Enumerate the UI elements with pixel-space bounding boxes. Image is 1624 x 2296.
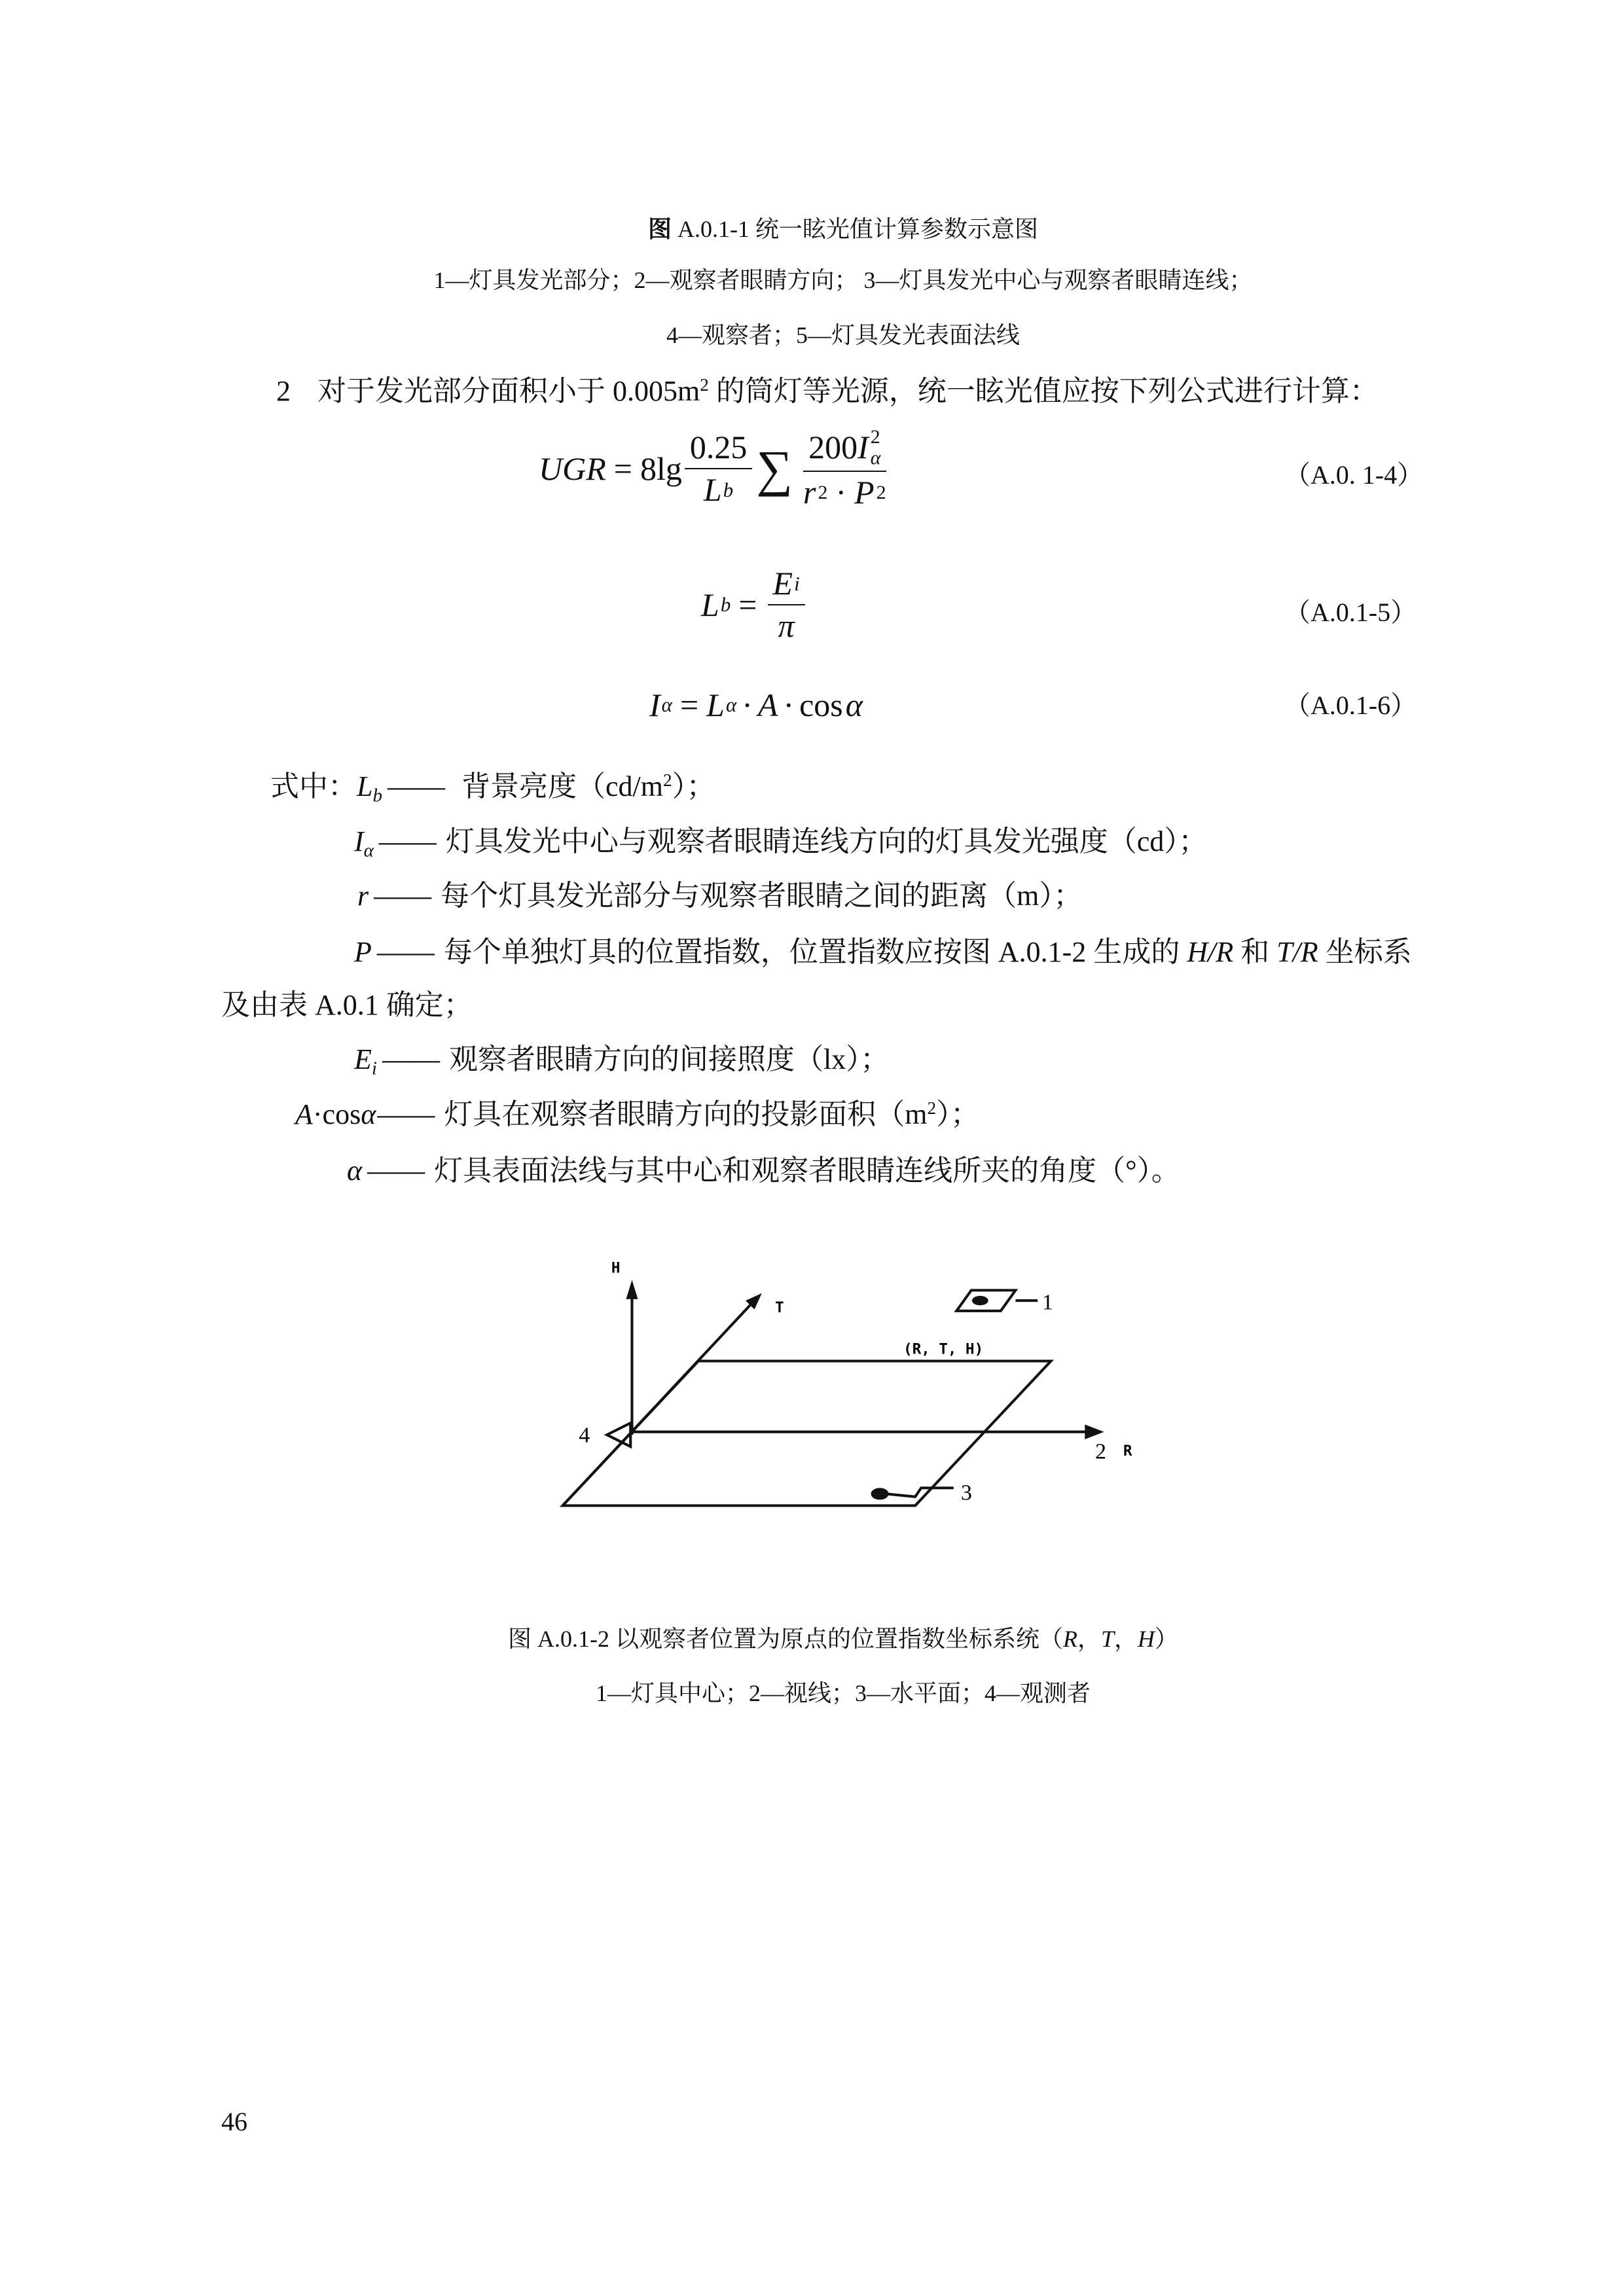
definition-dash: —— xyxy=(376,936,435,968)
formula-fraction-1 xyxy=(685,429,753,508)
denominator-r: r xyxy=(803,474,816,511)
formula-equals: = xyxy=(738,586,757,623)
definition-symbol: I xyxy=(354,825,364,857)
formula-equals: = xyxy=(613,450,632,487)
formula-ia-symbol: I xyxy=(649,687,660,723)
definition-r xyxy=(357,880,1082,912)
paragraph-number: 2 xyxy=(276,375,291,407)
definition-symbol: E xyxy=(354,1043,372,1075)
definition-dash: —— xyxy=(367,1155,425,1187)
callout-3-label: 3 xyxy=(961,1480,972,1505)
formula-alpha: α xyxy=(845,687,863,723)
r-axis-label: R xyxy=(1123,1442,1132,1460)
definition-subscript: α xyxy=(363,840,374,861)
definition-symbol: α xyxy=(347,1155,363,1187)
definition-text-rest: ）； xyxy=(672,770,715,802)
definition-cos: ·cos xyxy=(312,1098,361,1130)
definition-text: 灯具表面法线与其中心和观察者眼睛连线所夹的角度（°）。 xyxy=(434,1155,1180,1187)
formula-dot-1: · xyxy=(742,687,753,723)
caption-r: R xyxy=(1062,1626,1077,1652)
horizontal-plane xyxy=(563,1361,1051,1506)
definition-text: 每个灯具发光部分与观察者眼睛之间的距离（m）； xyxy=(441,880,1083,912)
observer-eye-icon xyxy=(607,1423,630,1446)
definition-dash: —— xyxy=(382,1043,440,1075)
figure-caption-prefix: 图 xyxy=(647,216,672,242)
formula-label-a014: （A.0. 1-4） xyxy=(1284,460,1424,490)
caption-t: T xyxy=(1100,1626,1114,1652)
figure-caption-a011 xyxy=(221,215,1465,243)
definition-acos xyxy=(295,1098,979,1131)
fraction-denominator-pi: π xyxy=(778,607,795,644)
definition-dash: —— xyxy=(378,825,437,857)
fraction-1-denominator: L b xyxy=(703,471,734,508)
figure-caption-title: A.0.1-1 统一眩光值计算参数示意图 xyxy=(677,216,1038,242)
definition-text-rest: ）； xyxy=(936,1098,980,1130)
formula-label-a015: （A.0.1-5） xyxy=(1284,598,1417,627)
caption-sep-1: ， xyxy=(1077,1626,1101,1652)
caption-close: ） xyxy=(1155,1626,1179,1652)
callout-3-leader xyxy=(886,1488,954,1497)
t-axis-label: T xyxy=(775,1299,784,1317)
definition-superscript: 2 xyxy=(662,770,672,790)
definition-symbol: L xyxy=(357,770,373,802)
paragraph-2 xyxy=(276,375,1379,408)
summation-sign: ∑ xyxy=(756,440,793,497)
definition-subscript: b xyxy=(372,785,382,806)
definition-dash: —— xyxy=(374,880,432,912)
fraction-numerator: E i xyxy=(768,565,805,605)
callout-2-label: 2 xyxy=(1095,1439,1107,1464)
definition-text: 背景亮度（cd/m xyxy=(454,770,663,802)
definition-text: 每个单独灯具的位置指数，位置指数应按图 A.0.1-2 生成的 xyxy=(443,936,1187,968)
definition-dash: —— xyxy=(388,770,445,802)
definition-ei xyxy=(354,1043,890,1079)
definition-symbol: P xyxy=(354,936,372,968)
h-axis-label: H xyxy=(611,1259,621,1277)
denominator-p: P xyxy=(854,474,875,511)
definition-text-3: 坐标系 xyxy=(1318,936,1412,968)
caption-h: H xyxy=(1138,1626,1155,1652)
fraction-2-numerator xyxy=(803,427,886,472)
formula-a015: L b = E i π xyxy=(701,565,808,644)
definition-text-2: 和 xyxy=(1233,936,1277,968)
caption-sep-2: ， xyxy=(1114,1626,1138,1652)
paragraph-text: 对于发光部分面积小于 0.005m xyxy=(317,375,700,407)
figure-legend-a011-line1: 1—灯具发光部分；2—观察者眼睛方向； 3—灯具发光中心与观察者眼睛连线； xyxy=(433,267,1253,293)
h-axis-arrow-icon xyxy=(626,1280,638,1299)
plane-point-dot xyxy=(871,1488,889,1499)
formula-dot-2: · xyxy=(783,687,795,723)
figure-caption-a012 xyxy=(221,1625,1465,1653)
formula-ugr-symbol: UGR xyxy=(539,450,606,487)
formula-equals: = xyxy=(679,687,699,723)
formula-a014 xyxy=(539,427,894,511)
numerator-sup-sub xyxy=(871,427,881,468)
formula-coefficient: 8lg xyxy=(640,450,682,487)
callout-1-label: 1 xyxy=(1041,1290,1053,1315)
numerator-e: E xyxy=(772,565,793,601)
formula-fraction xyxy=(768,565,805,644)
denominator-dot: · xyxy=(835,474,847,511)
position-index-diagram xyxy=(532,1247,1151,1550)
luminaire-center-dot xyxy=(972,1296,988,1305)
definition-text: 观察者眼睛方向的间接照度（lx）； xyxy=(448,1043,890,1075)
paragraph-text-rest: 的筒灯等光源，统一眩光值应按下列公式进行计算： xyxy=(708,375,1379,407)
formula-label-a016: （A.0.1-6） xyxy=(1284,691,1417,720)
definition-lead: 式中： xyxy=(270,770,357,802)
definition-ia xyxy=(354,825,1208,861)
formula-cos: cos xyxy=(799,687,843,723)
definition-tr: T/R xyxy=(1276,936,1318,968)
definition-symbol: r xyxy=(357,880,369,912)
numerator-superscript: 2 xyxy=(870,426,880,448)
definition-alpha xyxy=(347,1155,1180,1187)
formula-a-symbol: A xyxy=(757,687,778,723)
page-number: 46 xyxy=(221,2107,247,2136)
figure-legend-a012: 1—灯具中心；2—视线；3—水平面；4—观测者 xyxy=(595,1680,1091,1706)
formula-lb-symbol: L xyxy=(701,586,719,623)
definition-subscript: i xyxy=(371,1058,377,1079)
definition-alpha: α xyxy=(361,1098,376,1130)
r-axis-arrow-icon xyxy=(1085,1424,1104,1439)
definition-dash: —— xyxy=(377,1098,435,1130)
definition-p xyxy=(354,936,1412,969)
numerator-subscript: α xyxy=(870,446,881,469)
definition-text: 灯具在观察者眼睛方向的投影面积（m xyxy=(444,1098,928,1130)
callout-4-label: 4 xyxy=(579,1423,590,1448)
definition-text: 灯具发光中心与观察者眼睛连线方向的灯具发光强度（cd）； xyxy=(445,825,1208,857)
point-coordinate-label: (R, T, H) xyxy=(903,1340,984,1358)
definition-hr: H/R xyxy=(1187,936,1234,968)
numerator-coefficient: 200 xyxy=(808,429,858,465)
formula-a016: I α = L α · A · cos α xyxy=(649,687,863,723)
fraction-2-denominator: r 2 · P 2 xyxy=(803,474,886,511)
definition-p-continuation: 及由表 A.0.1 确定； xyxy=(221,989,473,1021)
formula-fraction-2 xyxy=(798,427,892,511)
denominator-symbol: L xyxy=(703,471,722,508)
formula-l-symbol: L xyxy=(706,687,725,723)
figure-caption-title: 图 A.0.1-2 以观察者位置为原点的位置指数坐标系统（ xyxy=(507,1626,1063,1652)
definition-lb xyxy=(270,770,715,806)
figure-legend-a011-line2: 4—观察者；5—灯具发光表面法线 xyxy=(666,322,1020,348)
definition-superscript: 2 xyxy=(927,1098,937,1118)
numerator-symbol: I xyxy=(857,429,869,465)
definition-symbol: A xyxy=(295,1098,313,1130)
fraction-1-numerator: 0.25 xyxy=(685,429,753,469)
paragraph-superscript: 2 xyxy=(700,375,709,395)
